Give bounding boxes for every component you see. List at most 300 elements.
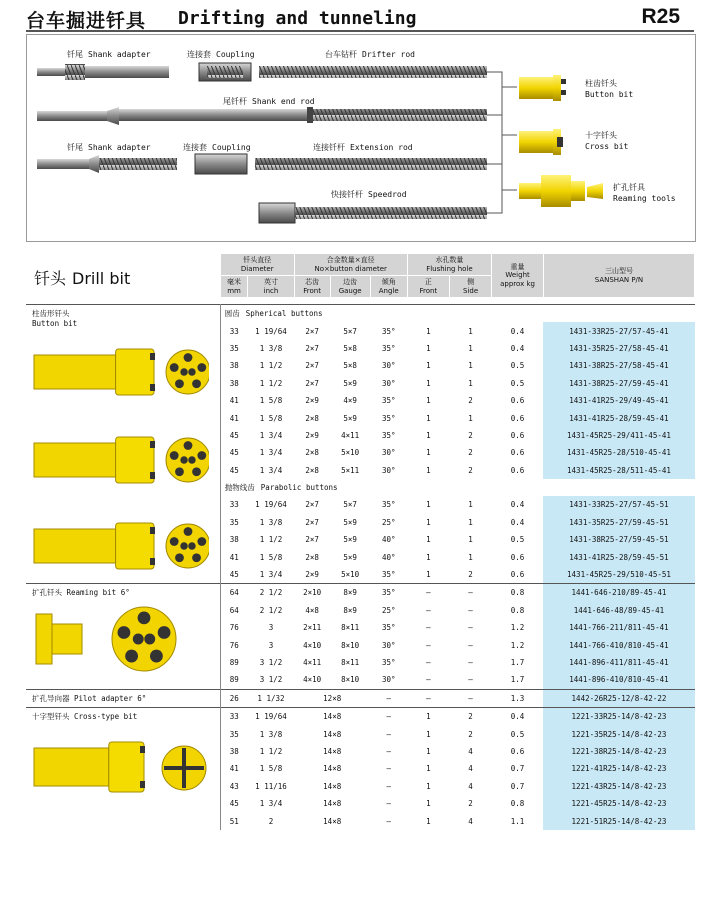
drill-bit-table-body	[26, 305, 695, 830]
parabolic-bit-front-gauge-button	[184, 527, 193, 536]
cell-front: 4×11	[303, 658, 322, 667]
cell-weight: 0.4	[510, 500, 525, 510]
cell-angle: 35°	[381, 413, 396, 423]
cell-weight: 1.3	[492, 689, 544, 707]
shank-end-rod-taper	[107, 107, 119, 125]
label-button-bit: 柱齿钎头 Button bit	[585, 79, 634, 99]
group-illustration	[26, 708, 209, 830]
cell-mm: 38	[229, 747, 239, 757]
cell-flush-side: –	[468, 623, 473, 633]
cell-flush-front: 1	[426, 781, 431, 791]
cell-mm: 35	[229, 517, 239, 527]
cell-front: 4×10	[303, 675, 322, 685]
reaming-bit-front-gauge-button	[158, 626, 171, 639]
cell-gauge: 8×10	[341, 640, 360, 650]
cell-angle: –	[386, 816, 391, 826]
speedrod	[295, 207, 487, 219]
cell-flush-side: 2	[468, 570, 473, 580]
cell-flush-front: 1	[426, 747, 431, 757]
cell-gauge: 5×8	[343, 361, 357, 371]
cross-bit-side-body	[34, 748, 109, 786]
cell-front: 2×8	[305, 413, 319, 423]
reaming-bit-front-gauge-button	[138, 612, 151, 625]
button-bit-front-front-button	[180, 368, 187, 375]
cell-front: 2×9	[305, 396, 319, 406]
cell-angle: 30°	[381, 361, 396, 371]
cell-inch: 1 5/8	[259, 552, 283, 562]
cell-weight: 0.6	[510, 570, 525, 580]
cell-flush-front: 1	[426, 378, 431, 388]
cell-angle: 25°	[381, 605, 396, 615]
cell-pn: 1431-35R25-27/58-45-41	[543, 340, 694, 357]
label-drifter-rod: 台车钻杆 Drifter rod	[325, 50, 415, 59]
group-title-zh: 扩孔钎头	[32, 588, 62, 598]
cell-mm: 26	[220, 689, 247, 707]
cell-flush-side: 1	[468, 413, 473, 423]
cell-mm: 45	[229, 448, 239, 458]
shank-end-rod-thread	[313, 109, 487, 121]
tool-diagram	[26, 34, 696, 242]
cell-front: 2×7	[305, 517, 319, 527]
button-bit-side-head	[116, 349, 154, 395]
cell-angle: 40°	[381, 535, 396, 545]
cell-flush-front: 1	[426, 535, 431, 545]
cell-pn: 1431-33R25-27/57-45-51	[543, 496, 694, 513]
cell-front: 14×8	[323, 764, 342, 774]
cell-front: 14×8	[323, 799, 342, 809]
group-title-zh: 柱齿形钎头	[32, 309, 70, 318]
row2-assembly	[37, 107, 487, 125]
cell-weight: 1.2	[510, 623, 525, 633]
header-flush-side: 侧 Side	[449, 276, 491, 298]
cell-flush-side: –	[449, 689, 491, 707]
cell-front: 14×8	[323, 781, 342, 791]
cell-angle: –	[386, 799, 391, 809]
cell-flush-side: 2	[468, 448, 473, 458]
cell-flush-front: 1	[426, 570, 431, 580]
cell-flush-side: 4	[468, 781, 473, 791]
cell-pn: 1431-45R25-29/411-45-41	[543, 427, 694, 444]
cell-inch: 3	[268, 640, 274, 650]
reaming-bit-side-body	[36, 614, 52, 664]
button-bit-front-gauge-button	[197, 363, 206, 372]
button-bit-front-gauge-button	[175, 379, 184, 388]
parabolic-bit-side-body	[34, 529, 116, 563]
cell-angle: 35°	[370, 584, 407, 602]
header-front: 芯齿 Front	[294, 276, 330, 298]
cell-weight: 0.7	[510, 764, 525, 774]
cell-mm: 45	[229, 570, 239, 580]
cell-angle: –	[370, 707, 407, 725]
cell-weight: 0.5	[510, 361, 525, 371]
reaming-bit-front-gauge-button	[118, 626, 131, 639]
cell-inch: 1 1/2	[259, 378, 283, 388]
cell-flush-front: 1	[426, 517, 431, 527]
cell-front: 2×9	[305, 570, 319, 580]
coupling-2	[195, 154, 247, 174]
subgroup-row	[26, 305, 695, 323]
header-diameter: 钎头直径 Diameter	[220, 254, 294, 276]
cell-angle: 35°	[381, 658, 396, 667]
group-title-en: Reaming bit 6°	[66, 588, 130, 598]
cell-gauge: 5×9	[343, 517, 357, 527]
cell-mm: 38	[229, 378, 239, 388]
cell-front: 14×8	[323, 729, 342, 739]
cell-gauge: 5×7	[343, 326, 357, 336]
cell-front: 2×8	[305, 465, 319, 475]
group-image	[26, 305, 220, 583]
title-zh: 台车掘进钎具	[26, 10, 147, 32]
cell-mm: 41	[229, 396, 239, 406]
cell-mm: 45	[229, 465, 239, 475]
cell-flush-side: 1	[468, 378, 473, 388]
cell-flush-side: 2	[468, 430, 473, 440]
cell-weight: 0.7	[510, 781, 525, 791]
drill-bit-table	[26, 253, 695, 830]
reaming-bit-side-shank	[52, 624, 82, 654]
cell-front: 2×9	[305, 430, 319, 440]
cell-mm: 38	[229, 361, 239, 371]
cell-angle: 35°	[381, 500, 396, 510]
cell-front: 2×7	[305, 500, 319, 510]
cross-bit-front-insert-v	[182, 748, 186, 788]
cell-flush-front: 1	[426, 816, 431, 826]
cell-pn: 1441-766-211/811-45-41	[543, 619, 694, 636]
cell-mm: 76	[229, 623, 239, 633]
cell-flush-side: 2	[449, 707, 491, 725]
cell-pn: 1221-33R25-14/8-42-23	[543, 707, 694, 725]
cell-flush-front: 1	[426, 361, 431, 371]
cell-gauge: 8×11	[341, 623, 360, 633]
cell-pn: 1441-646-210/89-45-41	[543, 584, 694, 602]
group-image	[26, 584, 220, 688]
header-angle: 倾角 Angle	[370, 276, 407, 298]
cell-inch: 2	[268, 816, 274, 826]
cell-front: 2×8	[305, 552, 319, 562]
cell-pn: 1431-45R25-29/510-45-51	[543, 566, 694, 584]
group-image-cell	[26, 305, 220, 584]
cell-flush-side: –	[468, 658, 473, 667]
button-bit-side-button-top	[150, 353, 155, 360]
cell-flush-front: 1	[426, 465, 431, 475]
cell-flush-front: 1	[426, 326, 431, 336]
cell-angle: 25°	[381, 517, 396, 527]
cell-angle: –	[370, 689, 407, 707]
cell-flush-front: 1	[426, 430, 431, 440]
cell-angle: 35°	[381, 623, 396, 633]
cell-weight: 0.6	[510, 413, 525, 423]
shank-end-rod-body	[119, 109, 307, 121]
parabolic-bit-front-gauge-button	[197, 537, 206, 546]
cell-gauge: 5×10	[341, 448, 360, 458]
cell-pn: 1221-35R25-14/8-42-23	[543, 725, 694, 742]
reaming-tools-illustration	[519, 175, 603, 207]
header-buttons: 合金数量×直径 No×button diameter	[294, 254, 407, 276]
parabolic-bit-front-gauge-button	[170, 537, 179, 546]
cell-flush-front: –	[407, 689, 449, 707]
cell-inch: 1 5/8	[259, 764, 283, 774]
cell-inch: 1 3/4	[259, 799, 283, 809]
cell-flush-front: 1	[426, 729, 431, 739]
cell-angle: 30°	[381, 675, 396, 685]
header-inch: 英寸 inch	[248, 276, 294, 298]
cell-gauge: 5×11	[341, 465, 360, 475]
cell-angle: 40°	[381, 552, 396, 562]
cell-inch: 1 3/8	[259, 343, 283, 353]
cell-pn: 1442-26R25-12/8-42-22	[543, 689, 694, 707]
table-title: 钎头 Drill bit	[26, 254, 220, 305]
cell-inch: 1 11/16	[255, 781, 287, 791]
cell-angle: 30°	[381, 465, 396, 475]
subgroup-label-en: Spherical buttons	[245, 309, 323, 319]
cell-flush-front: –	[426, 675, 431, 685]
title-en: Drifting and tunneling	[178, 8, 417, 29]
cell-weight: 1.1	[510, 816, 525, 826]
cell-flush-side: 2	[468, 799, 473, 809]
cell-front: 2×7	[305, 535, 319, 545]
header-weight: 重量 Weight approx kg	[492, 254, 544, 298]
label-coupling-2: 连接套 Coupling	[183, 143, 251, 152]
cell-mm: 64	[229, 605, 239, 615]
cell-flush-side: 2	[468, 396, 473, 406]
cell-flush-front: 1	[426, 413, 431, 423]
cell-inch: 1 19/64	[255, 500, 287, 510]
header-flush-front: 正 Front	[407, 276, 449, 298]
label-coupling: 连接套 Coupling	[187, 50, 255, 59]
cell-weight: 0.6	[510, 448, 525, 458]
row4-assembly	[259, 203, 487, 223]
button-bit-side-button-bottom	[150, 384, 155, 391]
cell-gauge: 4×11	[341, 430, 360, 440]
button-bit-side-2-body	[34, 443, 116, 477]
cell-inch: 1 1/2	[259, 535, 283, 545]
cell-gauge: 5×7	[343, 500, 357, 510]
cell-weight: 0.5	[510, 729, 525, 739]
cell-flush-side: 1	[468, 517, 473, 527]
group-image	[26, 708, 220, 830]
cell-front: 2×8	[305, 448, 319, 458]
cell-weight: 0.5	[510, 535, 525, 545]
header-pn: 三山型号 SANSHAN P/N	[543, 254, 694, 298]
cell-gauge: 5×8	[343, 343, 357, 353]
cell-pn: 1431-41R25-28/59-45-51	[543, 548, 694, 565]
cell-flush-front: 1	[426, 552, 431, 562]
cell-pn: 1431-33R25-27/57-45-41	[543, 322, 694, 339]
cell-flush-side: 1	[468, 535, 473, 545]
cell-angle: –	[386, 764, 391, 774]
header-flushing: 水孔数量 Flushing hole	[407, 254, 491, 276]
group-title-zh: 扩孔导向器	[32, 693, 70, 703]
cell-flush-side: 1	[468, 500, 473, 510]
cell-mm: 33	[229, 326, 239, 336]
cell-angle: 30°	[381, 640, 396, 650]
button-bit-front-2-gauge-button	[192, 467, 201, 476]
subgroup-label-en: Parabolic buttons	[260, 483, 338, 493]
cell-front: 14×8	[323, 816, 342, 826]
cell-weight: 0.6	[510, 552, 525, 562]
cell-pn: 1441-896-411/811-45-41	[543, 654, 694, 671]
parabolic-bit-side-head	[116, 523, 154, 569]
button-bit-front-2-gauge-button	[175, 467, 184, 476]
cell-mm: 76	[229, 640, 239, 650]
parabolic-bit-side-button-top	[150, 527, 155, 534]
table-row	[26, 707, 695, 725]
button-bit-front-front-button	[188, 368, 195, 375]
cell-flush-side: –	[468, 605, 473, 615]
cell-mm: 64	[220, 584, 247, 602]
coupling-thread	[207, 66, 243, 78]
cell-mm: 89	[229, 658, 239, 667]
shank-end-rod-collar	[307, 107, 313, 123]
cell-angle: –	[386, 781, 391, 791]
cell-inch: 1 3/4	[259, 570, 283, 580]
cell-front: 4×8	[305, 605, 319, 615]
cell-angle: –	[386, 747, 391, 757]
cell-gauge: 5×9	[343, 535, 357, 545]
cross-bit-side-head	[109, 742, 144, 792]
cell-front: 2×7	[305, 343, 319, 353]
button-bit-side-body	[34, 355, 116, 389]
cell-weight: 0.6	[510, 465, 525, 475]
cell-flush-side: 2	[468, 729, 473, 739]
cell-front: 2×11	[303, 623, 322, 633]
cell-flush-side: –	[468, 640, 473, 650]
cell-pn: 1441-896-410/810-45-41	[543, 671, 694, 689]
cell-front: 2×7	[305, 378, 319, 388]
cell-flush-front: 1	[426, 396, 431, 406]
cell-pn: 1431-38R25-27/59-45-41	[543, 375, 694, 392]
button-bit-side-2-button-bottom	[150, 472, 155, 479]
cell-inch: 1 3/8	[259, 517, 283, 527]
cell-gauge: 5×9	[343, 378, 357, 388]
cell-flush-side: –	[468, 675, 473, 685]
label-shank-adapter-2: 钎尾 Shank adapter	[67, 143, 151, 152]
cell-mm: 33	[229, 500, 239, 510]
cell-flush-front: 1	[426, 764, 431, 774]
cell-gauge: 5×9	[343, 552, 357, 562]
cell-weight: 0.6	[510, 747, 525, 757]
cell-weight: 0.8	[492, 584, 544, 602]
cell-flush-side: 1	[468, 361, 473, 371]
cell-gauge: 5×10	[341, 570, 360, 580]
cell-pn: 1431-41R25-29/49-45-41	[543, 392, 694, 409]
cell-inch: 1 5/8	[259, 396, 283, 406]
cell-angle: 35°	[381, 570, 396, 580]
cell-inch: 3 1/2	[259, 675, 283, 685]
cell-mm: 89	[229, 675, 239, 685]
parabolic-bit-front-front-button	[188, 542, 195, 549]
cell-flush-side: 4	[468, 747, 473, 757]
button-bit-front-gauge-button	[192, 379, 201, 388]
label-speedrod: 快接钎杆 Speedrod	[331, 190, 407, 199]
header-divider	[26, 30, 694, 32]
cell-front: 14×8	[294, 707, 370, 725]
subgroup-label	[220, 305, 694, 323]
row1-assembly	[37, 63, 487, 81]
cell-front: 14×8	[323, 747, 342, 757]
cell-pn: 1221-41R25-14/8-42-23	[543, 760, 694, 777]
cell-inch: 2 1/2	[248, 584, 294, 602]
cell-pn: 1221-45R25-14/8-42-23	[543, 795, 694, 812]
group-title-en: Pilot adapter 6°	[74, 693, 147, 703]
cell-inch: 1 5/8	[259, 413, 283, 423]
cross-bit-side-button-bottom	[140, 781, 145, 788]
cell-pn: 1221-51R25-14/8-42-23	[543, 813, 694, 830]
cell-mm: 51	[229, 816, 239, 826]
cell-weight: 1.7	[510, 658, 525, 667]
subgroup-label	[220, 479, 694, 496]
table-row	[26, 689, 695, 707]
table-row	[26, 584, 695, 602]
model-label: R25	[641, 5, 680, 28]
cell-mm: 45	[229, 799, 239, 809]
cell-weight: 0.8	[510, 605, 525, 615]
group-title-zh: 十字型钎头	[32, 711, 70, 721]
shank-adapter	[37, 68, 65, 76]
cell-mm: 35	[229, 343, 239, 353]
shank-body	[85, 66, 169, 78]
cell-mm: 41	[229, 764, 239, 774]
cell-pn: 1431-45R25-28/510-45-41	[543, 444, 694, 461]
cell-flush-side: 1	[468, 343, 473, 353]
parabolic-bit-front-gauge-button	[192, 553, 201, 562]
cell-mm: 41	[229, 552, 239, 562]
cell-weight: 0.4	[510, 517, 525, 527]
cell-front: 2×7	[305, 326, 319, 336]
cell-weight: 0.5	[510, 378, 525, 388]
shank-adapter-2-thread	[99, 158, 177, 170]
parabolic-bit-front-gauge-button	[175, 553, 184, 562]
button-bit-front-2-gauge-button	[197, 451, 206, 460]
cell-flush-front: 1	[407, 707, 449, 725]
cell-inch: 1 3/4	[259, 465, 283, 475]
cell-mm: 33	[220, 707, 247, 725]
group-illustration	[26, 690, 209, 707]
cell-mm: 41	[229, 413, 239, 423]
label-cross-bit: 十字钎头 Cross bit	[585, 131, 629, 151]
connector-lines	[487, 72, 517, 213]
reaming-bit-front-gauge-button	[150, 650, 163, 663]
cell-weight: 0.6	[510, 430, 525, 440]
cell-gauge: 8×9	[343, 605, 357, 615]
cross-bit-illustration	[519, 129, 563, 155]
cell-front: 4×10	[303, 640, 322, 650]
group-title-en: Cross-type bit	[74, 711, 138, 721]
button-bit-front-2-front-button	[180, 456, 187, 463]
cell-angle: 30°	[381, 448, 396, 458]
cell-pn: 1431-41R25-28/59-45-41	[543, 409, 694, 426]
reaming-bit-front-gauge-button	[125, 650, 138, 663]
cell-angle: 35°	[381, 396, 396, 406]
cell-flush-side: 2	[468, 465, 473, 475]
cell-gauge: 8×9	[330, 584, 370, 602]
subgroup-label-zh: 抛物线齿	[224, 483, 255, 493]
header-mm: 毫米 mm	[220, 276, 247, 298]
label-reaming-tools: 扩孔钎具 Reaming tools	[613, 183, 676, 203]
cell-inch: 2 1/2	[259, 605, 283, 615]
label-shank-end-rod: 尾钎杆 Shank end rod	[223, 97, 315, 106]
group-illustration	[26, 305, 209, 583]
cell-inch: 1 19/64	[248, 707, 294, 725]
cell-inch: 3	[268, 623, 274, 633]
cell-flush-front: –	[426, 640, 431, 650]
cell-mm: 43	[229, 781, 239, 791]
cell-gauge: 8×11	[341, 658, 360, 667]
speedrod-sleeve	[259, 203, 295, 223]
cell-weight: 0.4	[510, 343, 525, 353]
group-image-cell	[26, 689, 220, 707]
extension-rod	[255, 158, 487, 170]
